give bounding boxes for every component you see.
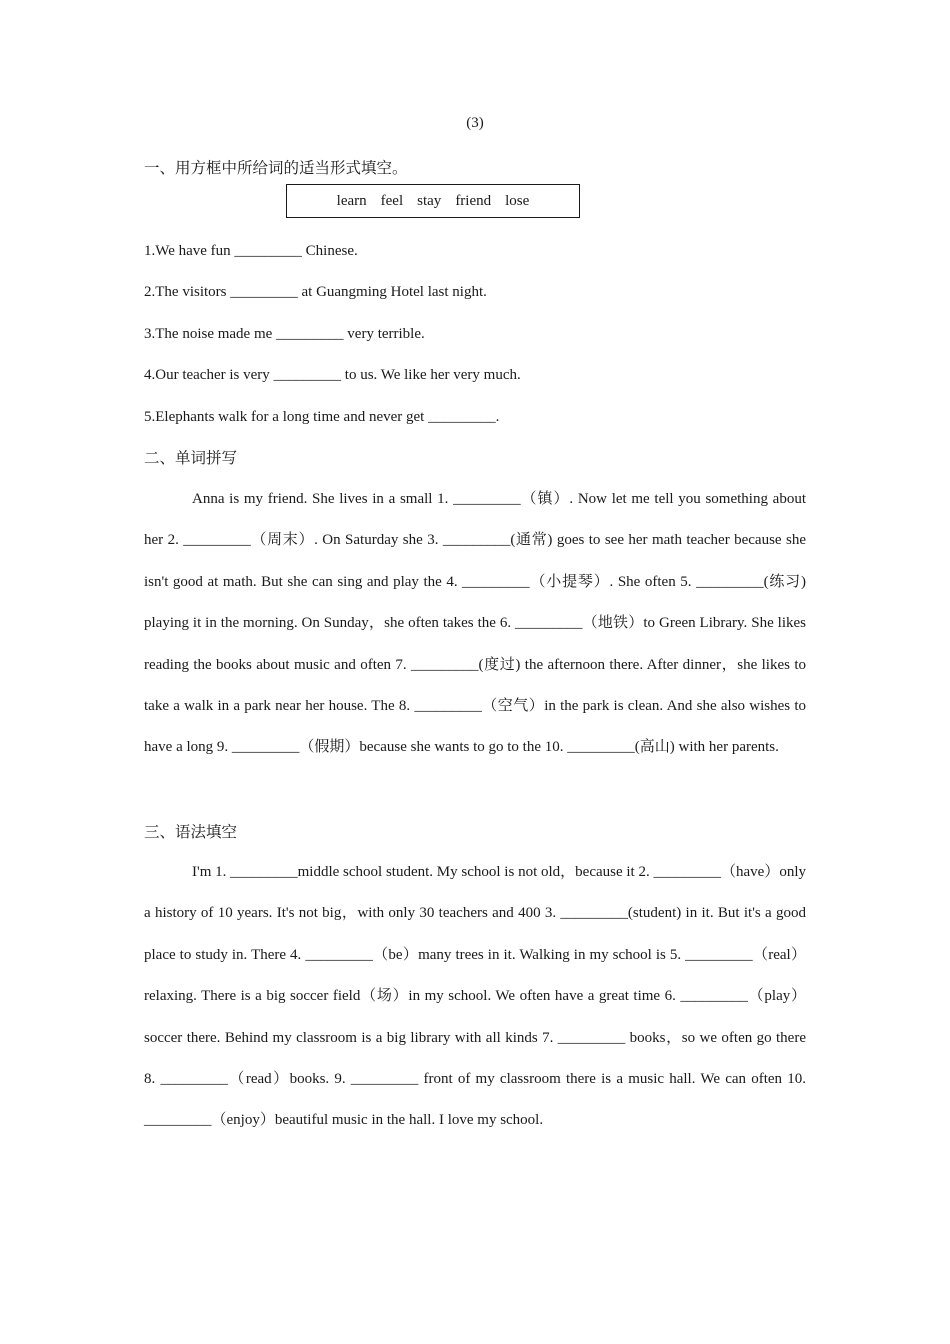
page-number: (3) xyxy=(466,115,484,131)
question-2: 2.The visitors _________ at Guangming Hotel last night. xyxy=(144,284,487,300)
question-3: 3.The noise made me _________ very terrible. xyxy=(144,326,425,342)
section2-heading: 二、单词拼写 xyxy=(144,449,238,467)
section3-passage-text: I'm 1. _________middle school student. My school is not old，because it 2. _________（have）only a history of 10 years. It's not big，with only 30 teachers and 400 3. _________(student) in it. But it's a good place to study in. There 4. _________（be）many trees in it. Walking in my school is 5. _________（real）relaxing. There is a big soccer field（场）in my school. We often have a great time 6. _________（play）soccer there. Behind my classroom is a big library with all kinds 7. _________ books，so we often go there 8. _________（read）books. 9. _________ front of my classroom there is a music hall. We can often 10. _________（enjoy）beautiful music in the hall. I love my school. xyxy=(144,864,806,1129)
section2-passage xyxy=(144,479,806,769)
word-box-item: learn xyxy=(336,192,367,209)
section3-heading: 三、语法填空 xyxy=(144,823,238,841)
word-box-item: feel xyxy=(380,192,404,209)
section3-passage xyxy=(144,852,806,1142)
section2-passage-text: Anna is my friend. She lives in a small 1. _________（镇）. Now let me tell you something about her 2. _________（周末）. On Saturday she 3. _________(通常) goes to see her math teacher because she isn't good at math. But she can sing and play the 4. _________（小提琴）. She often 5. _________(练习) playing it in the morning. On Sunday，she often takes the 6. _________（地铁）to Green Library. She likes reading the books about music and often 7. _________(度过) the afternoon there. After dinner，she likes to take a walk in a park near her house. The 8. _________（空气）in the park is clean. And she also wishes to have a long 9. _________（假期）because she wants to go to the 10. _________(高山) with her parents. xyxy=(144,491,806,756)
word-box-item: friend xyxy=(455,192,492,209)
word-box xyxy=(286,184,580,218)
word-box-item: stay xyxy=(417,192,442,209)
section1-heading: 一、用方框中所给词的适当形式填空。 xyxy=(144,159,408,177)
question-5: 5.Elephants walk for a long time and never get _________. xyxy=(144,409,500,425)
question-1: 1.We have fun _________ Chinese. xyxy=(144,243,358,259)
word-box-item: lose xyxy=(505,192,530,209)
question-4: 4.Our teacher is very _________ to us. We like her very much. xyxy=(144,367,521,383)
